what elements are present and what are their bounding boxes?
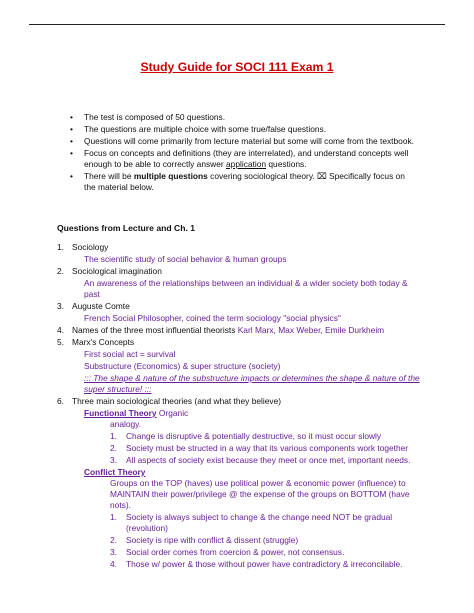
conflict-theory-heading: [0, 467, 474, 478]
bullet-text-segment: questions.: [266, 159, 307, 169]
question-text-segment: Karl Marx, Max Weber, Emile Durkheim: [237, 325, 385, 335]
question-number: 2.: [57, 266, 64, 276]
bullet-dot: •: [70, 171, 73, 181]
point-number: 2.: [110, 443, 117, 453]
theory-point: [0, 512, 474, 534]
answer-text: Substructure (Economics) & super structure (society): [84, 361, 281, 371]
question-item: [0, 301, 474, 312]
theory-point: [0, 559, 474, 570]
section-heading: Questions from Lecture and Ch. 1: [57, 223, 195, 233]
point-text: Society is ripe with conflict & dissent (struggle): [126, 535, 299, 545]
point-number: 1.: [110, 512, 117, 522]
point-text: Social order comes from coercion & power, not consensus.: [126, 547, 345, 557]
point-number: 4.: [110, 559, 117, 569]
bullet-text-segment: application: [226, 159, 267, 169]
bullet-text-segment: covering sociological theory. ⌧ Specifically focus on the material below.: [84, 171, 405, 192]
intro-bullet: [0, 112, 474, 123]
page-title: Study Guide for SOCI 111 Exam 1: [140, 60, 334, 74]
question-text-segment: Sociological imagination: [72, 266, 162, 276]
intro-bullet: [0, 171, 474, 193]
point-number: 1.: [110, 431, 117, 441]
theory-point: [0, 431, 474, 442]
answer-text: First social act = survival: [84, 349, 176, 359]
intro-bullet: [0, 124, 474, 135]
answer-text: French Social Philosopher, coined the term sociology "social physics": [84, 313, 341, 323]
bullet-text-segment: Questions will come primarily from lecture material but some will come from the textbook.: [84, 136, 414, 146]
answer-text: An awareness of the relationships between an individual & a wider society both today & past: [84, 278, 408, 299]
question-number: 3.: [57, 301, 64, 311]
theory-point: [0, 547, 474, 558]
question-text: Three main sociological theories (and what they believe): [72, 396, 282, 406]
functional-theory-heading: [0, 408, 474, 419]
point-text: Change is disruptive & potentially destructive, so it must occur slowly: [126, 431, 382, 441]
theory-title: Functional Theory: [84, 408, 157, 418]
bullet-dot: •: [70, 124, 73, 134]
question-text-segment: Names of the three most influential theorists: [72, 325, 238, 335]
question-item: [0, 337, 474, 348]
bullet-text-segment: There will be: [84, 171, 134, 181]
point-text: Society is always subject to change & the change need NOT be gradual (revolution): [126, 512, 393, 533]
point-number: 3.: [110, 547, 117, 557]
bullet-dot: •: [70, 112, 73, 122]
bullet-text-segment: The test is composed of 50 questions.: [84, 112, 226, 122]
theory-point: [0, 455, 474, 466]
question-item: [0, 242, 474, 253]
theory-title: Conflict Theory: [84, 467, 146, 477]
question-number: 5.: [57, 337, 64, 347]
point-text: All aspects of society exist because they meet or once met, important needs.: [126, 455, 411, 465]
bullet-text-segment: multiple questions: [133, 171, 208, 181]
question-number: 4.: [57, 325, 64, 335]
answer-text: The scientific study of social behavior & human groups: [84, 254, 287, 264]
question-item: [0, 325, 474, 336]
question-number: 1.: [57, 242, 64, 252]
question-number: 6.: [57, 396, 64, 406]
theory-description: Groups on the TOP (haves) use political power & economic power (influence) to MAINTAIN their power/privilege @ the expense of the groups on BOTTOM (have nots).: [110, 478, 410, 510]
question-list: [0, 242, 474, 571]
intro-bullet: [0, 148, 474, 170]
bullet-text-segment: Focus on concepts and definitions (they are interrelated), and understand concepts well enough to be able to correctly answer: [84, 148, 409, 169]
top-rule: [29, 24, 445, 25]
bullet-dot: •: [70, 148, 73, 158]
point-text: Those w/ power & those without power have contradictory & irreconcilable.: [126, 559, 403, 569]
intro-bullet: [0, 136, 474, 147]
question-text-segment: Auguste Comte: [72, 301, 130, 311]
bullet-text-segment: The questions are multiple choice with some true/false questions.: [84, 124, 327, 134]
question-text-segment: Sociology: [72, 242, 109, 252]
theory-description: Organic: [156, 408, 189, 418]
theory-point: [0, 535, 474, 546]
point-text: Society must be structed in a way that its various components work together: [126, 443, 409, 453]
intro-bullet-list: [0, 112, 474, 194]
question-item: [0, 396, 474, 407]
bullet-dot: •: [70, 136, 73, 146]
point-number: 3.: [110, 455, 117, 465]
theory-point: [0, 443, 474, 454]
question-text-segment: Marx's Concepts: [72, 337, 135, 347]
question-item: [0, 266, 474, 277]
point-number: 2.: [110, 535, 117, 545]
theory-description: analogy.: [110, 419, 142, 429]
answer-text: ::: The shape & nature of the substructure impacts or determines the shape & nature of the super structure! :::: [84, 373, 420, 394]
